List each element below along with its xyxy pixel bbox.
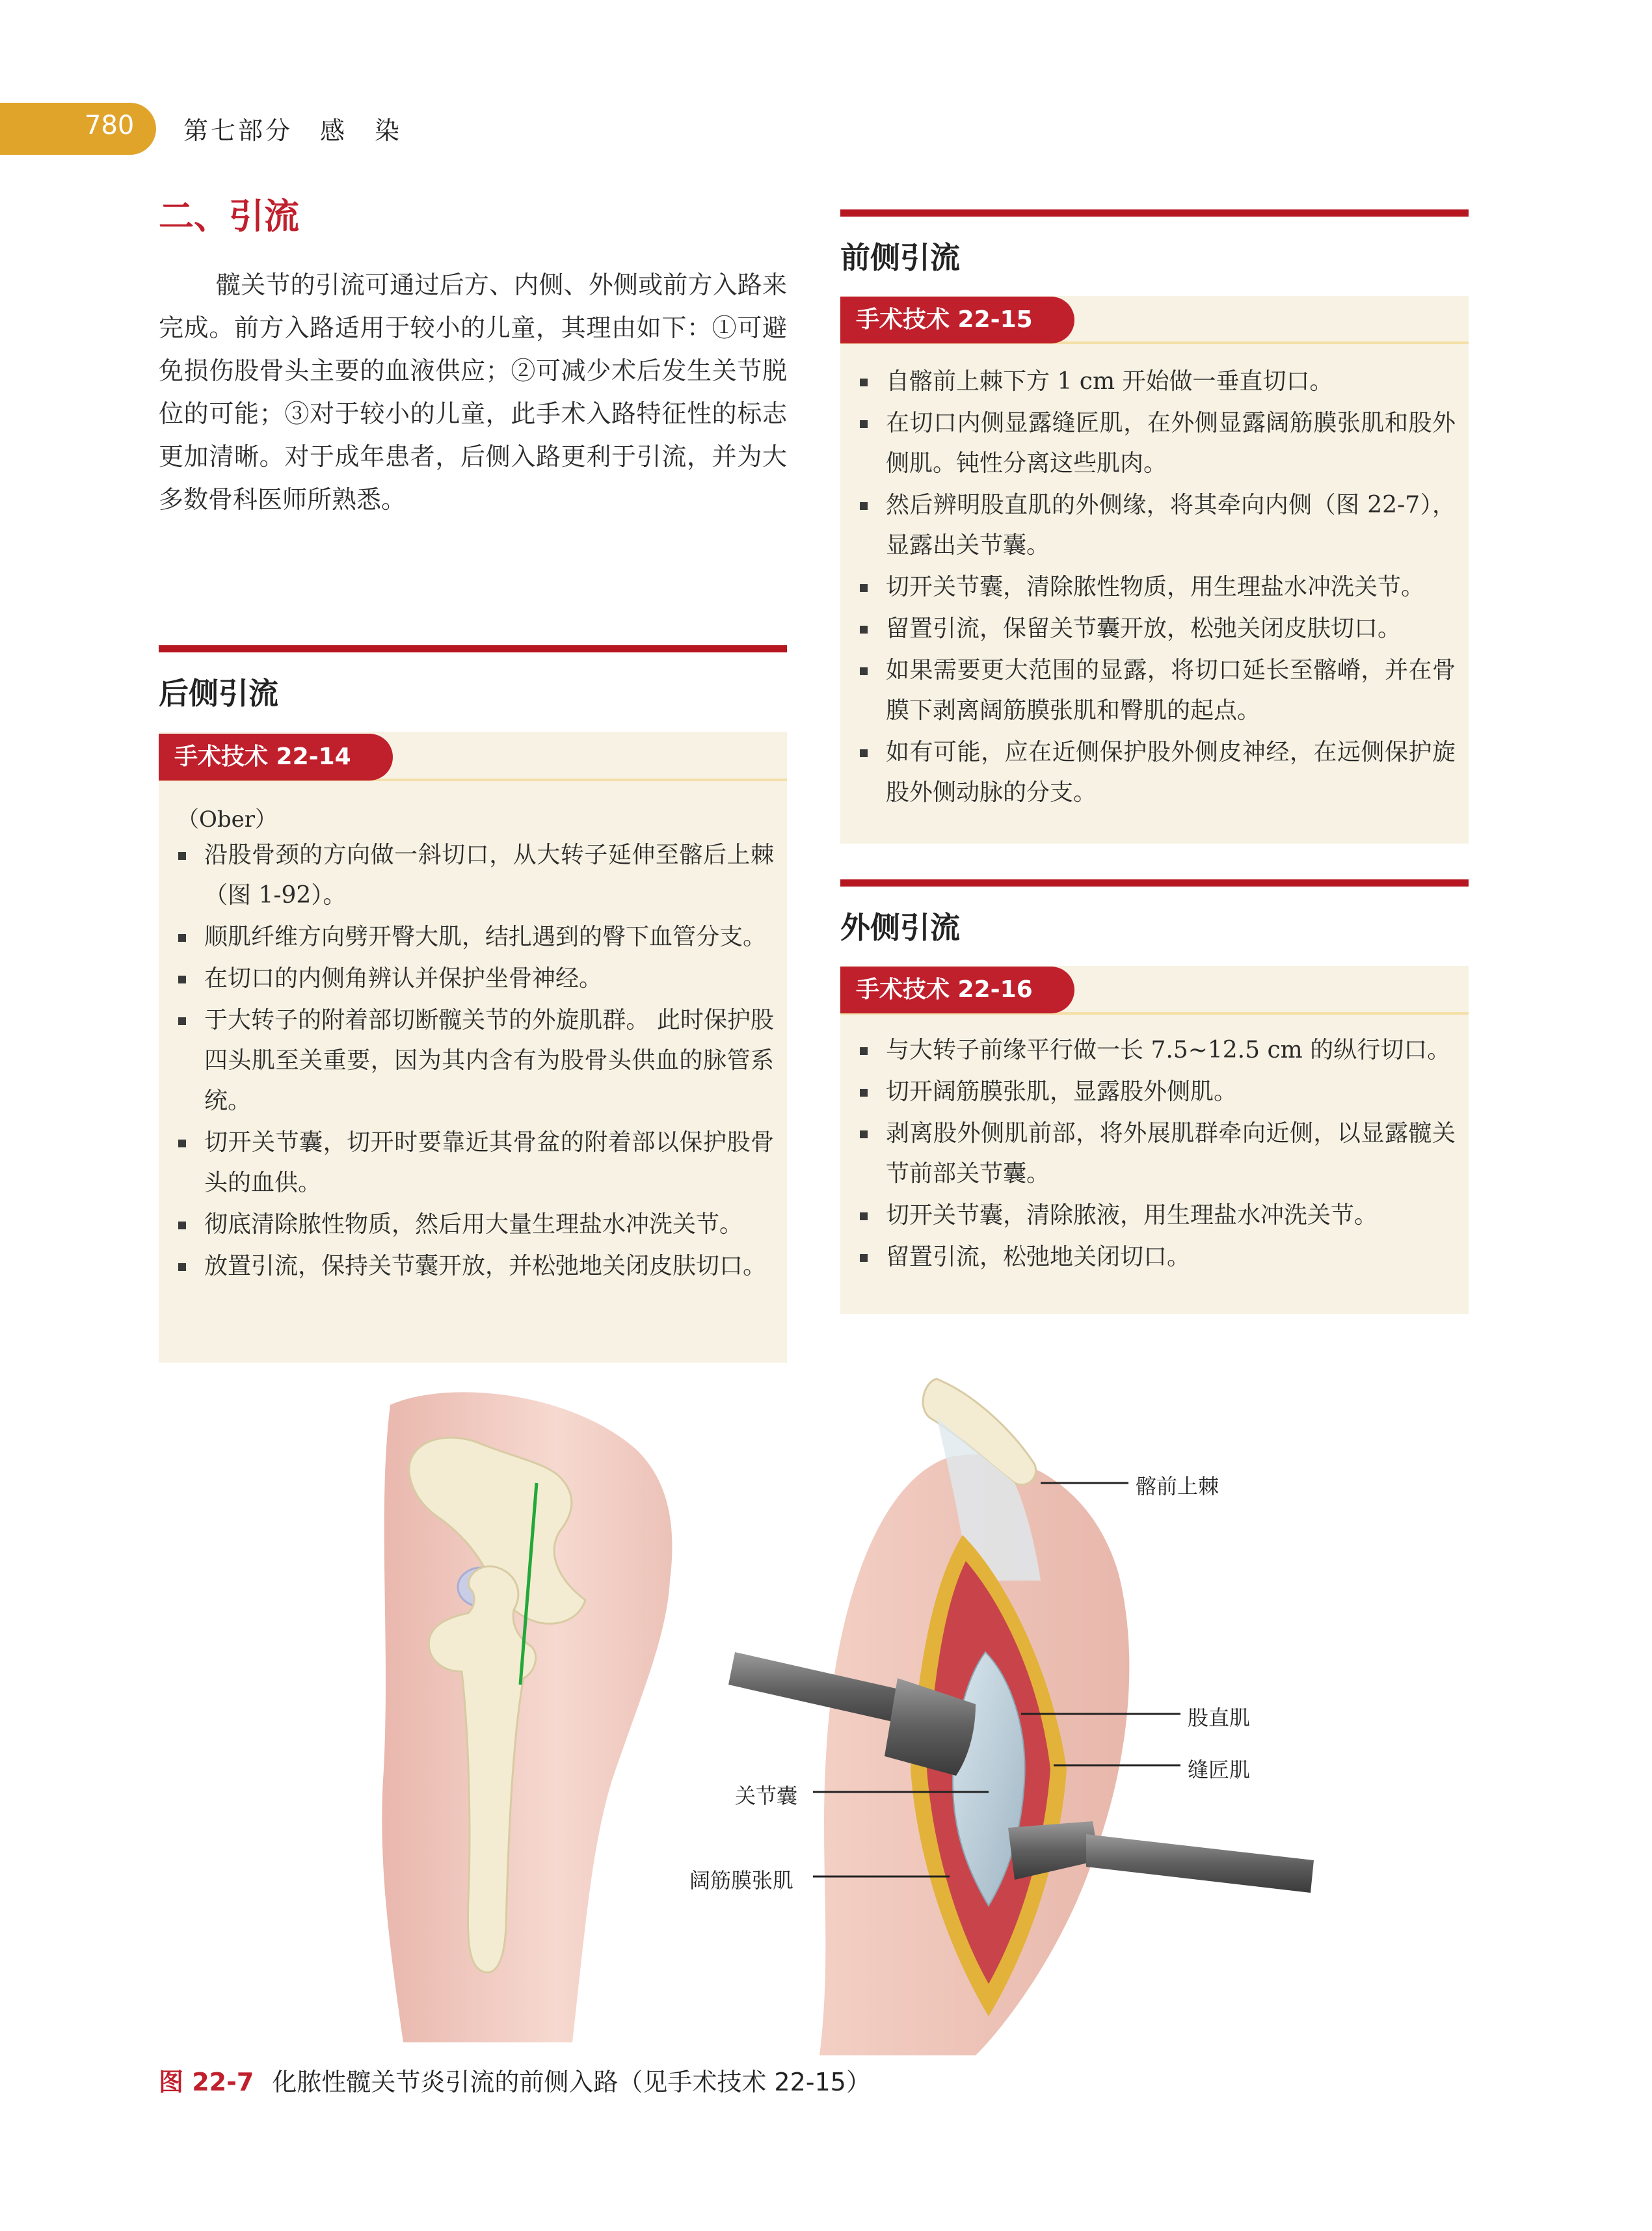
figure-caption-text: 化脓性髋关节炎引流的前侧入路（见手术技术 22-15） — [272, 2068, 871, 2096]
posterior-step — [165, 1205, 774, 1245]
lateral-step-text: 切开阔筋膜张肌，显露股外侧肌。 — [886, 1078, 1238, 1105]
lateral-step — [847, 1237, 1456, 1277]
intro-paragraph: 髋关节的引流可通过后方、内侧、外侧或前方入路来完成。前方入路适用于较小的儿童，其理由如下：①可避免损伤股骨头主要的血液供应；②可减少术后发生关节脱位的可能；③对于较小的儿童，此手术入路特征性的标志更加清晰。对于成年患者，后侧入路更利于引流，并为大多数骨科医师所熟悉。 — [159, 271, 787, 514]
anterior-step-text: 如有可能，应在近侧保护股外侧皮神经，在远侧保护旋股外侧动脉的分支。 — [886, 739, 1456, 806]
anterior-step-text: 自髂前上棘下方 1 cm 开始做一垂直切口。 — [886, 368, 1333, 395]
anterior-title: 前侧引流 — [840, 240, 960, 275]
posterior-step — [165, 959, 774, 999]
lateral-step — [847, 1196, 1456, 1236]
hip-anterior-approach-illustration — [364, 1366, 1496, 2055]
bullet-icon — [860, 749, 868, 757]
posterior-step — [165, 1000, 774, 1121]
lateral-step-text: 剥离股外侧肌前部，将外展肌群牵向近侧，以显露髋关节前部关节囊。 — [886, 1120, 1456, 1187]
label-rectus-femoris: 股直肌 — [1188, 1705, 1251, 1730]
posterior-step-text: 沿股骨颈的方向做一斜切口，从大转子延伸至髂后上棘（图 1-92）。 — [204, 842, 774, 909]
lateral-step-text: 与大转子前缘平行做一长 7.5~12.5 cm 的纵行切口。 — [886, 1037, 1451, 1063]
posterior-step-text: 放置引流，保持关节囊开放，并松弛地关闭皮肤切口。 — [204, 1253, 767, 1279]
bullet-icon — [860, 1089, 868, 1097]
bullet-icon — [860, 1047, 868, 1055]
posterior-step-text: 切开关节囊，切开时要靠近其骨盆的附着部以保护股骨头的血供。 — [204, 1129, 774, 1196]
bullet-icon — [860, 502, 868, 510]
bullet-icon — [860, 1254, 868, 1262]
figure-number: 图 22-7 — [159, 2068, 254, 2096]
bullet-icon — [860, 667, 868, 675]
anterior-step — [847, 362, 1456, 402]
bullet-icon — [860, 626, 868, 634]
anterior-step-text: 然后辨明股直肌的外侧缘，将其牵向内侧（图 22-7），显露出关节囊。 — [886, 492, 1456, 559]
lateral-title: 外侧引流 — [840, 910, 960, 945]
posterior-step — [165, 1246, 774, 1287]
lateral-step — [847, 1030, 1456, 1071]
posterior-rule — [159, 645, 787, 652]
anterior-step-text: 如果需要更大范围的显露，将切口延长至髂嵴，并在骨膜下剥离阔筋膜张肌和臀肌的起点。 — [886, 657, 1456, 724]
anterior-step — [847, 609, 1456, 649]
bullet-icon — [178, 1140, 186, 1147]
anterior-step-text: 切开关节囊，清除脓性物质，用生理盐水冲洗关节。 — [886, 574, 1425, 600]
lateral-steps — [847, 1030, 1456, 1279]
anterior-step — [847, 650, 1456, 731]
lateral-step-text: 留置引流，松弛地关闭切口。 — [886, 1244, 1191, 1270]
bullet-icon — [178, 976, 186, 983]
bullet-icon — [860, 584, 868, 592]
anterior-step-text: 留置引流，保留关节囊开放，松弛关闭皮肤切口。 — [886, 615, 1402, 642]
figure-22-7 — [364, 1366, 1496, 2055]
label-tensor-fasciae-latae: 阔筋膜张肌 — [689, 1868, 794, 1893]
part-title: 第七部分 感 染 — [183, 116, 403, 145]
bullet-icon — [178, 1017, 186, 1025]
anterior-rule — [840, 209, 1469, 217]
figure-caption — [159, 2062, 871, 2098]
label-sartorius: 缝匠肌 — [1188, 1757, 1251, 1782]
posterior-step-text: 顺肌纤维方向劈开臀大肌，结扎遇到的臀下血管分支。 — [204, 924, 767, 950]
posterior-step — [165, 917, 774, 957]
anterior-step — [847, 403, 1456, 484]
bullet-icon — [860, 1212, 868, 1220]
bullet-icon — [860, 420, 868, 428]
posterior-step-text: 彻底清除脓性物质，然后用大量生理盐水冲洗关节。 — [204, 1211, 743, 1238]
section-title: 二、引流 — [159, 196, 299, 237]
label-asis: 髂前上棘 — [1136, 1474, 1219, 1499]
anterior-step — [847, 732, 1456, 813]
label-joint-capsule: 关节囊 — [735, 1783, 798, 1808]
bullet-icon — [860, 379, 868, 386]
posterior-step-text: 于大转子的附着部切断髋关节的外旋肌群。 此时保护股四头肌至关重要，因为其内含有为股骨头供血的脉管系统。 — [204, 1007, 774, 1114]
anterior-steps — [847, 362, 1456, 814]
lateral-technique-tag: 手术技术 22-16 — [840, 967, 1074, 1013]
bullet-icon — [178, 1263, 186, 1271]
lateral-step — [847, 1114, 1456, 1194]
anterior-step — [847, 567, 1456, 608]
bullet-icon — [178, 934, 186, 942]
bullet-icon — [178, 1222, 186, 1229]
posterior-step — [165, 1123, 774, 1203]
posterior-step-text: 在切口的内侧角辨认并保护坐骨神经。 — [204, 965, 603, 992]
posterior-note: （Ober） — [177, 807, 278, 833]
posterior-step — [165, 835, 774, 916]
lateral-rule — [840, 879, 1469, 887]
posterior-title: 后侧引流 — [159, 676, 278, 711]
page-number: 780 — [85, 111, 135, 140]
posterior-technique-tag: 手术技术 22-14 — [159, 734, 393, 781]
posterior-steps — [165, 835, 774, 1288]
bullet-icon — [178, 852, 186, 860]
lateral-step-text: 切开关节囊，清除脓液，用生理盐水冲洗关节。 — [886, 1202, 1378, 1229]
anterior-step-text: 在切口内侧显露缝匠肌，在外侧显露阔筋膜张肌和股外侧肌。钝性分离这些肌肉。 — [886, 410, 1456, 477]
lateral-step — [847, 1072, 1456, 1112]
bullet-icon — [860, 1130, 868, 1138]
anterior-technique-tag: 手术技术 22-15 — [840, 297, 1074, 343]
hip-overview — [382, 1392, 672, 2042]
anterior-step — [847, 485, 1456, 566]
